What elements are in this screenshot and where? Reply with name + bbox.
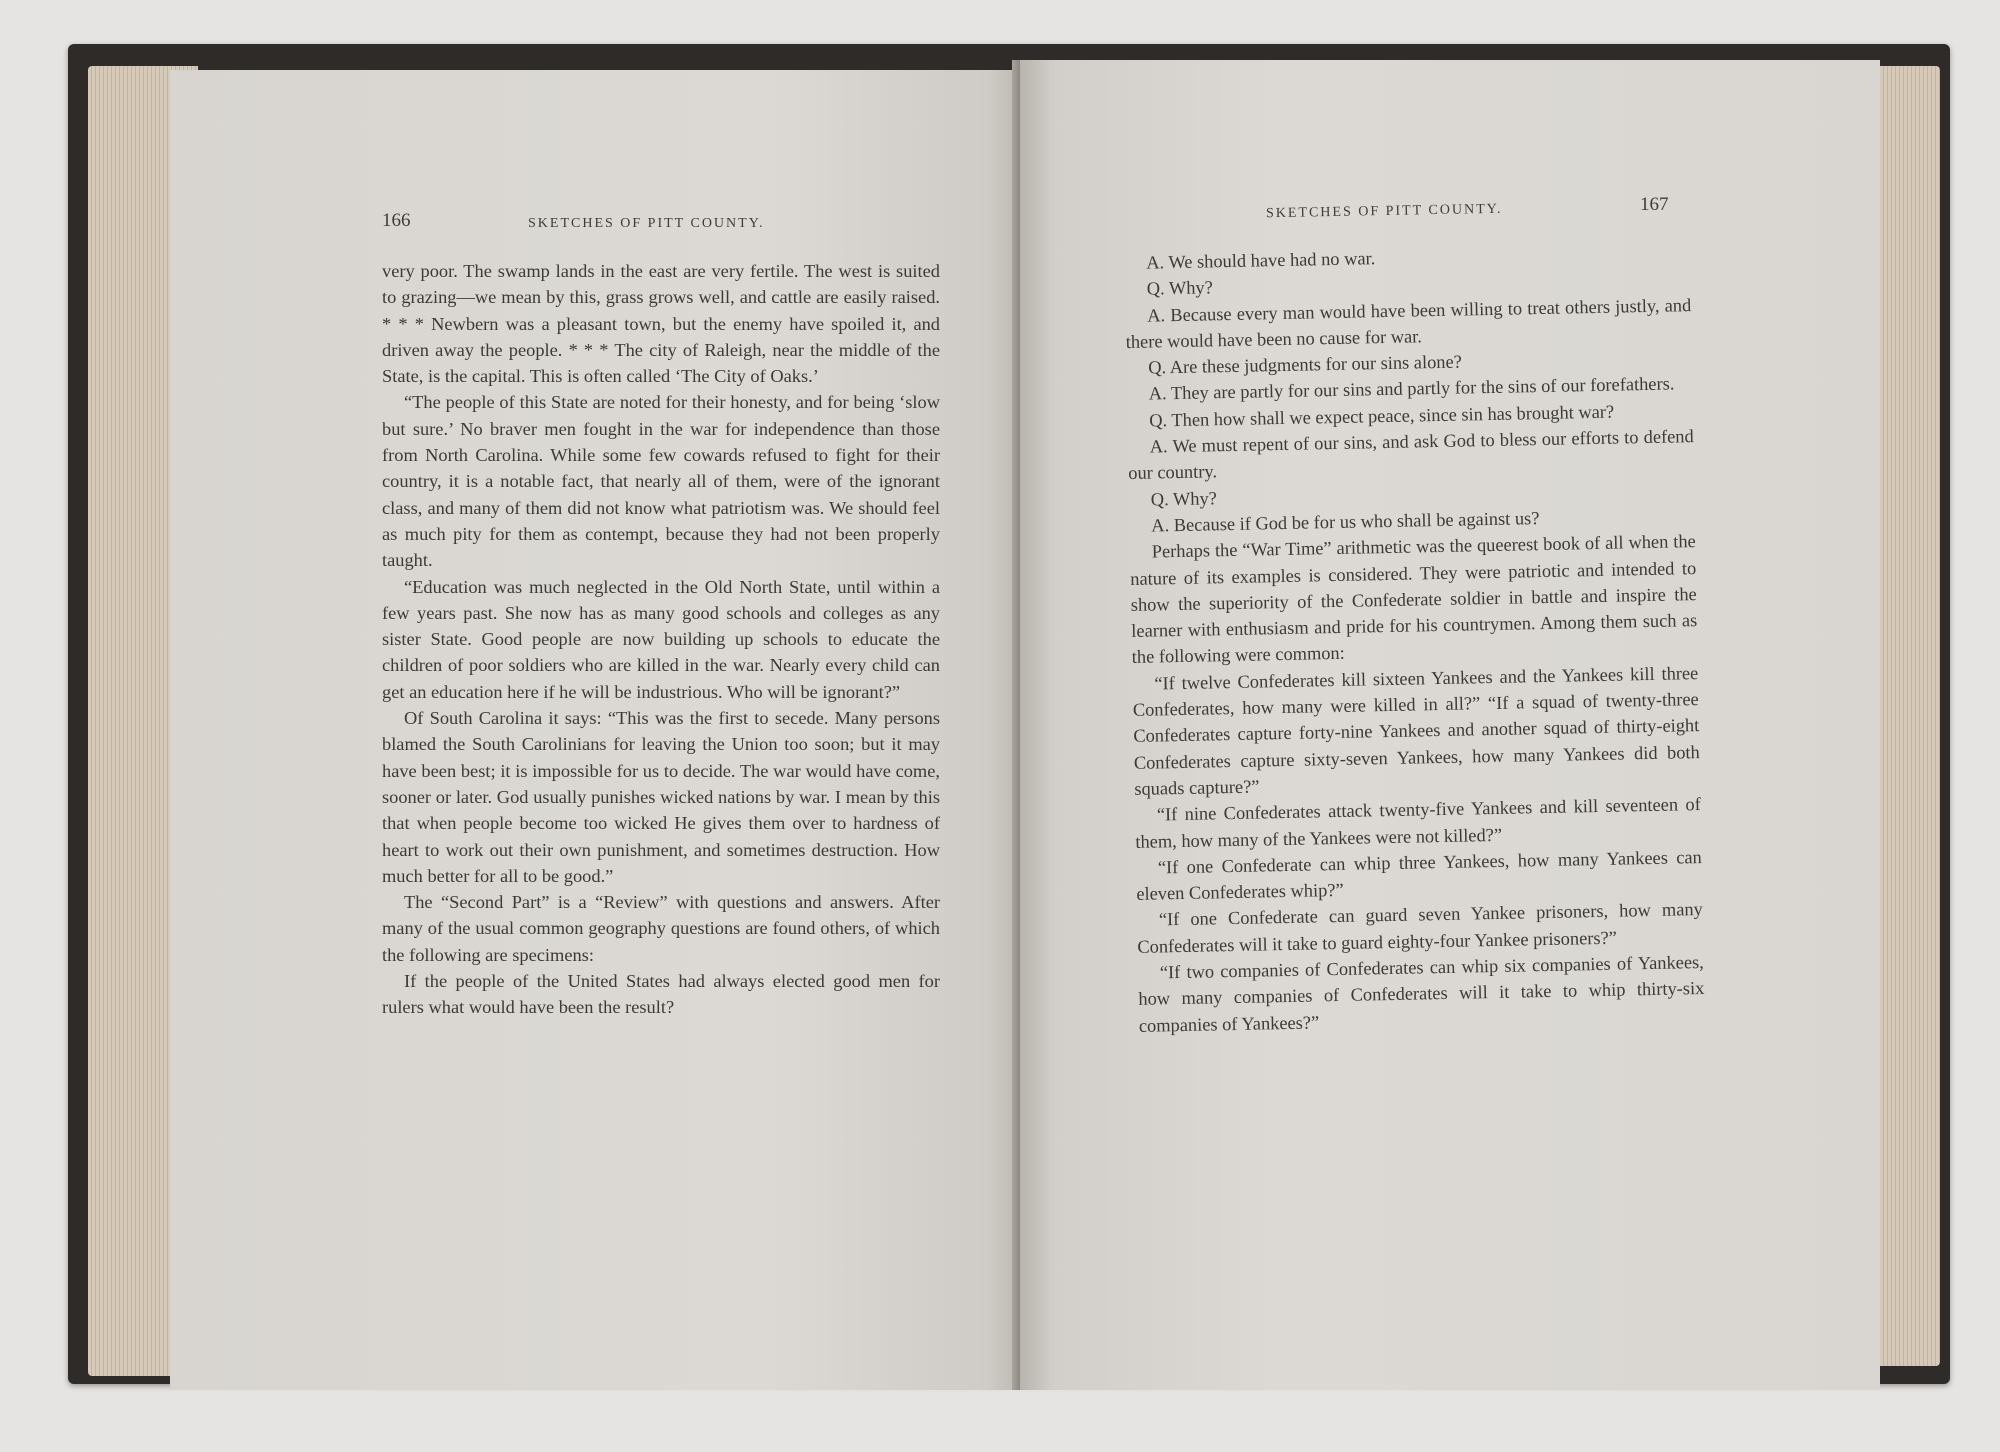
paragraph: The “Second Part” is a “Review” with questions and answers. After many of the usual common geography questions are found others, of which the following are specimens: xyxy=(382,892,940,965)
paragraph: Q. Why? xyxy=(1146,277,1213,299)
paragraph: very poor. The swamp lands in the east are very fertile. The west is suited to grazing—we mean by this, grass grows well, and cattle are easily raised. * * * Newbern was a pleasant town, but the enemy have spoiled it, and driven away the people. * * * The city of Raleigh, near the middle of the State, is the capital. This is often called ‘The City of Oaks.’ xyxy=(382,261,940,387)
page-number: 166 xyxy=(382,210,411,231)
text-block xyxy=(382,258,940,1021)
paragraph: A. Because every man would have been willing to treat others justly, and there would have been no cause for war. xyxy=(1125,294,1692,352)
page-number: 167 xyxy=(1640,194,1669,215)
paragraph: “If one Confederate can whip three Yankees, how many Yankees can eleven Confederates whip?” xyxy=(1136,846,1702,905)
paragraph: A. They are partly for our sins and partly for the sins of our forefathers. xyxy=(1148,373,1675,405)
paragraph: Q. Then how shall we expect peace, since sin has brought war? xyxy=(1149,401,1615,431)
paragraph: “Education was much neglected in the Old North State, until within a few years past. She now has as many good schools and colleges as any sister State. Good people are now building up schools to educate the children of poor soldiers who are killed in the war. Nearly every child can get an education here if he will be industrious. Who will be ignorant?” xyxy=(382,576,940,702)
paragraph: A. We must repent of our sins, and ask God to bless our efforts to defend our country. xyxy=(1128,426,1694,484)
paragraph: “The people of this State are noted for their honesty, and for being ‘slow but sure.’ No braver men fought in the war for independence than those from North Carolina. While some few cowards refused to fight for their country, it is a notable fact, that nearly all of them, were of the ignorant class, and many of them did not know what patriotism was. We should feel as much pity for them as contempt, because they had not been properly taught. xyxy=(382,392,940,571)
running-head: SKETCHES OF PITT COUNTY. xyxy=(1265,201,1503,222)
left-page xyxy=(170,70,1020,1390)
paragraph: Q. Are these judgments for our sins alone? xyxy=(1148,351,1462,378)
paragraph: Q. Why? xyxy=(1150,487,1218,510)
paragraph: “If nine Confederates attack twenty-five Yankees and kill seventeen of them, how many of the Yankees were not killed?” xyxy=(1135,794,1701,852)
paragraph: Of South Carolina it says: “This was the first to secede. Many persons blamed the South Carolinians for leaving the Union too soon; but it may have been best; it is impossible for us to decide. The war would have come, sooner or later. God usually punishes wicked nations by war. I mean by this that when people become too wicked He gives them over to hardness of heart to work out their own punishment, and sometimes destruction. How much better for all to be good.” xyxy=(382,708,940,886)
paragraph: A. We should have had no war. xyxy=(1146,248,1376,273)
paragraph: “If two companies of Confederates can whip six companies of Yankees, how many companies of Confederates will it take to whip thirty-six companies of Yankees?” xyxy=(1138,952,1705,1036)
paragraph: “If twelve Confederates kill sixteen Yankees and the Yankees kill three Confederates, how many were killed in all?” “If a squad of twenty-three Confederates capture forty-nine Yankees and another squad of thirty-eight Confederates capture sixty-seven Yankees, how many Yankees did both squads capture?” xyxy=(1132,662,1700,799)
right-page xyxy=(1020,60,1880,1390)
text-block xyxy=(1124,239,1705,1039)
running-head: SKETCHES OF PITT COUNTY. xyxy=(528,216,765,231)
paragraph: “If one Confederate can guard seven Yankee prisoners, how many Confederates will it take to guard eighty-four Yankee prisoners?” xyxy=(1137,899,1703,957)
paragraph: A. Because if God be for us who shall be against us? xyxy=(1151,508,1540,536)
paragraph: If the people of the United States had always elected good men for rulers what would have been the result? xyxy=(382,971,940,1018)
paragraph: Perhaps the “War Time” arithmetic was the queerest book of all when the nature of its examples is considered. They were patriotic and intended to show the superiority of the Confederate soldier in battle and inspire the learner with enthusiasm and pride for his countrymen. Among them such as the following were common: xyxy=(1130,531,1698,668)
